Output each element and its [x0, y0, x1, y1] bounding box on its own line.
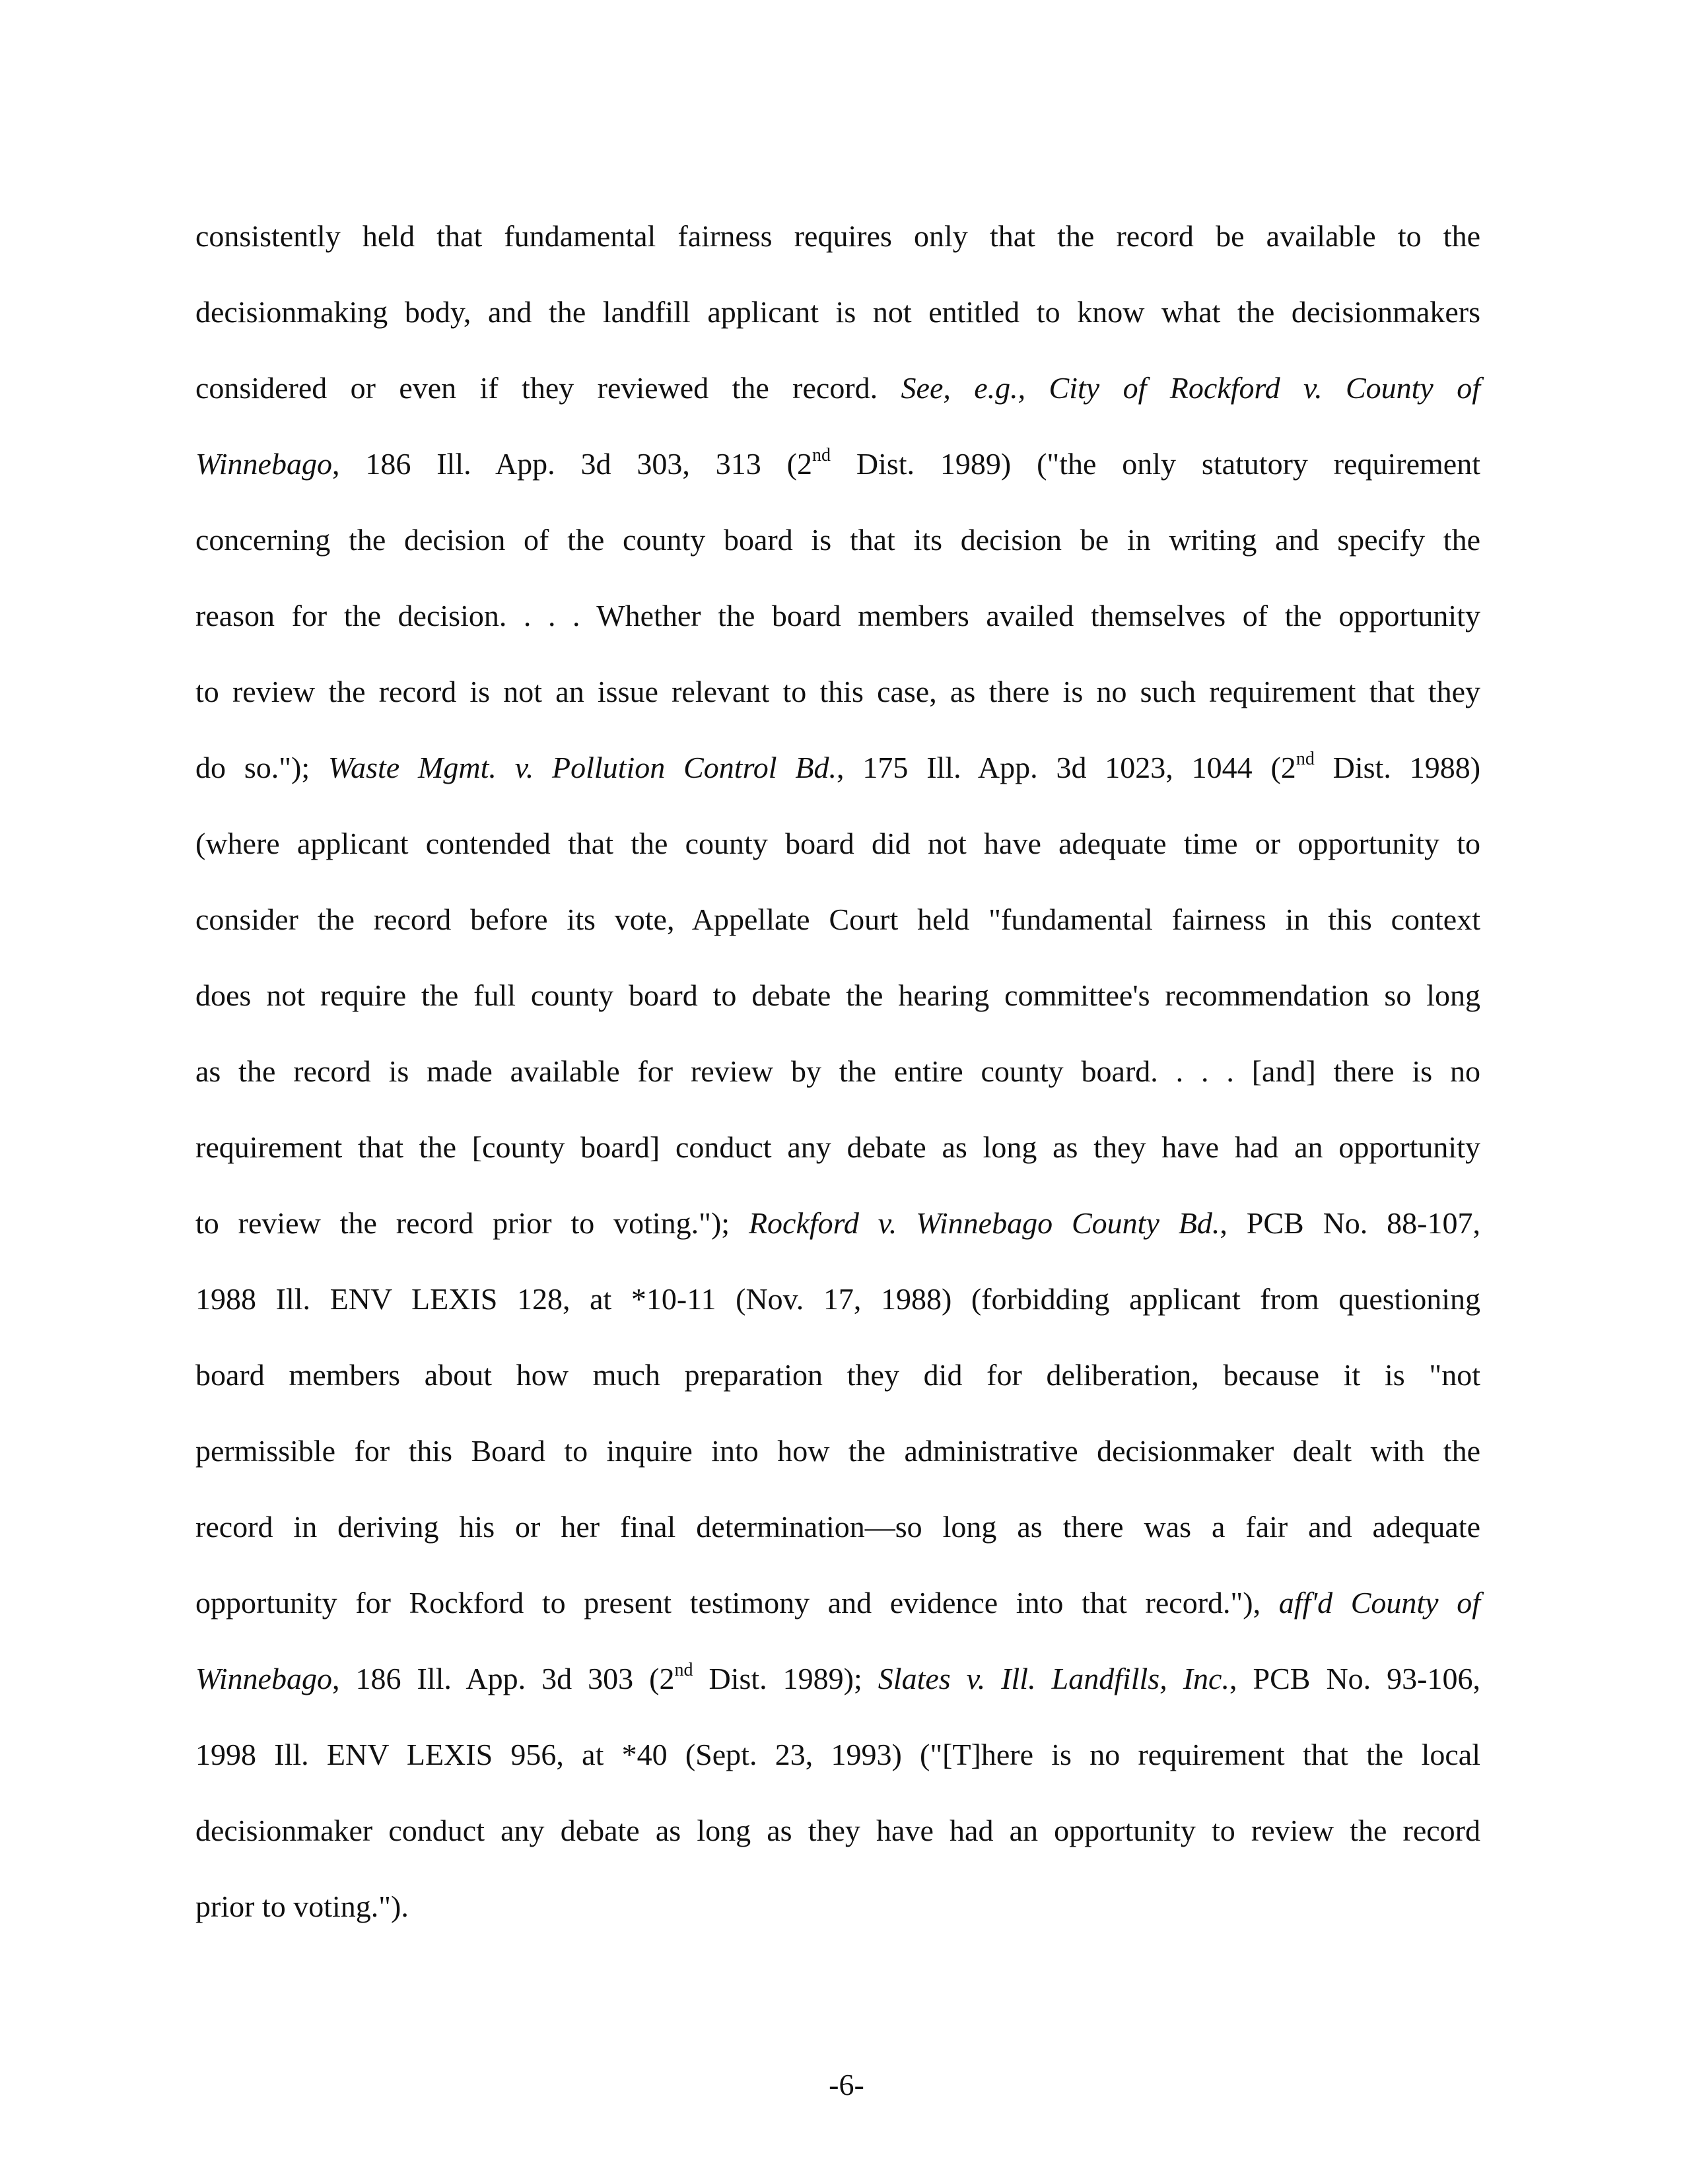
text-segment: as the record is made available for review by the entire county board. . . . [and] there is no: [195, 1054, 1480, 1088]
text-line: [195, 274, 1480, 350]
case-citation-italic: Rockford v. Winnebago County Bd.: [748, 1206, 1220, 1240]
text-line: [195, 1489, 1480, 1565]
text-segment: do so.");: [195, 751, 328, 784]
text-segment: to review the record prior to voting.");: [195, 1206, 749, 1240]
text-segment: decisionmaking body, and the landfill applicant is not entitled to know what the decisionmakers: [195, 295, 1480, 329]
text-segment: , PCB No. 93-106,: [1229, 1662, 1480, 1695]
text-segment: record in deriving his or her final determination—so long as there was a fair and adequate: [195, 1510, 1480, 1544]
text-segment: Dist. 1988): [1314, 751, 1481, 784]
case-citation-italic: Winnebago: [195, 447, 332, 481]
case-citation-italic: Winnebago: [195, 1662, 332, 1695]
text-line: [195, 1413, 1480, 1489]
text-line: [195, 1868, 1480, 1944]
text-line: [195, 578, 1480, 654]
text-segment: reason for the decision. . . . Whether the board members availed themselves of the opportunity: [195, 599, 1480, 632]
text-line: [195, 1565, 1480, 1641]
text-line: [195, 1033, 1480, 1109]
text-segment: , 175 Ill. App. 3d 1023, 1044 (2: [837, 751, 1296, 784]
text-segment: Dist. 1989) ("the only statutory requirement: [830, 447, 1480, 481]
text-segment: consistently held that fundamental fairness requires only that the record be available to the: [195, 219, 1480, 253]
text-segment: , PCB No. 88-107,: [1220, 1206, 1481, 1240]
text-line: [195, 1337, 1480, 1413]
text-segment: board members about how much preparation they did for deliberation, because it is "not: [195, 1358, 1480, 1392]
case-citation-italic: Waste Mgmt. v. Pollution Control Bd.: [328, 751, 837, 784]
text-segment: Dist. 1989);: [693, 1662, 878, 1695]
text-line: [195, 426, 1480, 502]
text-segment: requirement that the [county board] conduct any debate as long as they have had an opportunity: [195, 1130, 1480, 1164]
text-line: [195, 1109, 1480, 1185]
text-segment: permissible for this Board to inquire into how the administrative decisionmaker dealt with the: [195, 1434, 1480, 1468]
text-segment: 1988 Ill. ENV LEXIS 128, at *10-11 (Nov. 17, 1988) (forbidding applicant from questioning: [195, 1282, 1480, 1316]
text-segment: concerning the decision of the county board is that its decision be in writing and specify the: [195, 523, 1480, 557]
case-citation-italic: Slates v. Ill. Landfills, Inc.: [878, 1662, 1229, 1695]
text-segment: consider the record before its vote, Appellate Court held "fundamental fairness in this context: [195, 903, 1480, 936]
text-line: [195, 1792, 1480, 1868]
ordinal-superscript: nd: [674, 1660, 693, 1680]
text-segment: 1998 Ill. ENV LEXIS 956, at *40 (Sept. 23, 1993) ("[T]here is no requirement that the local: [195, 1738, 1480, 1771]
text-line: [195, 350, 1480, 426]
ordinal-superscript: nd: [1296, 749, 1315, 769]
text-segment: does not require the full county board to debate the hearing committee's recommendation so long: [195, 978, 1480, 1012]
ordinal-superscript: nd: [812, 445, 831, 465]
text-segment: (where applicant contended that the county board did not have adequate time or opportunity to: [195, 827, 1480, 860]
text-segment: opportunity for Rockford to present testimony and evidence into that record."),: [195, 1586, 1279, 1620]
text-segment: , 186 Ill. App. 3d 303 (2: [331, 1662, 675, 1695]
text-line: [195, 654, 1480, 730]
text-line: [195, 805, 1480, 881]
text-line: [195, 1185, 1480, 1261]
case-citation-italic: See, e.g., City of Rockford v. County of: [901, 371, 1480, 405]
text-line: [195, 1717, 1480, 1792]
page-number: -6-: [829, 2068, 864, 2101]
text-segment: , 186 Ill. App. 3d 303, 313 (2: [331, 447, 812, 481]
text-segment: prior to voting.").: [195, 1890, 409, 1923]
case-citation-italic: aff'd County of: [1278, 1586, 1480, 1620]
text-segment: considered or even if they reviewed the record.: [195, 371, 901, 405]
text-segment: decisionmaker conduct any debate as long as they have had an opportunity to review the record: [195, 1814, 1480, 1847]
text-line: [195, 502, 1480, 578]
text-line: [195, 1641, 1480, 1717]
text-line: [195, 198, 1480, 274]
text-line: [195, 881, 1480, 957]
body-paragraph: [195, 198, 1480, 1944]
text-line: [195, 1261, 1480, 1337]
text-line: [195, 957, 1480, 1033]
text-line: [195, 730, 1480, 805]
text-segment: to review the record is not an issue relevant to this case, as there is no such requirement that they: [195, 675, 1480, 708]
